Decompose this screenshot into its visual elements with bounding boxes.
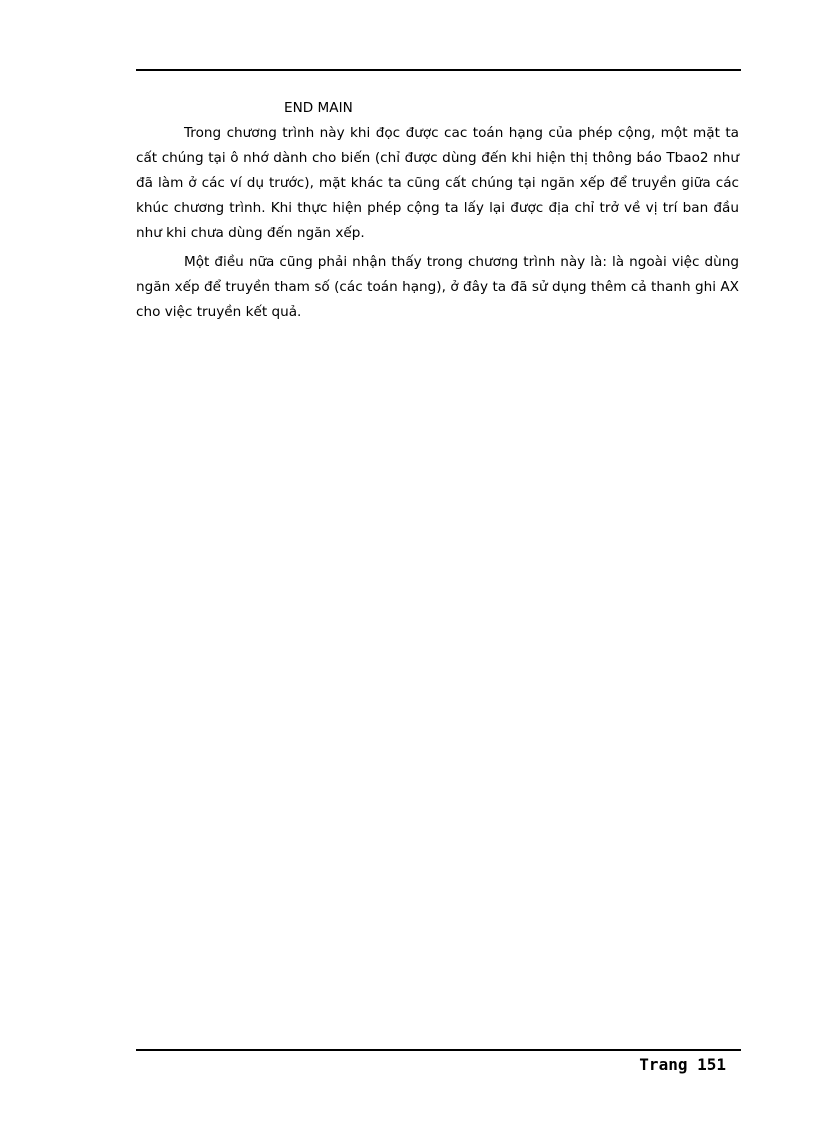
page-body (136, 96, 739, 325)
page-number: Trang 151 (639, 1055, 726, 1074)
footer-rule (136, 1049, 741, 1051)
header-rule (136, 69, 741, 71)
code-end-main: END MAIN (284, 100, 353, 116)
paragraph-2: Một điều nữa cũng phải nhận thấy trong chương trình này là: là ngoài việc dùng ngăn xếp để truyền tham số (các toán hạng), ở đây ta đã sử dụng thêm cả thanh ghi AX cho việc truyền kết quả. (136, 254, 739, 320)
paragraph-1: Trong chương trình này khi đọc được cac toán hạng của phép cộng, một mặt ta cất chúng tại ô nhớ dành cho biến (chỉ được dùng đến khi hiện thị thông báo Tbao2 như đã làm ở các ví dụ trước), mặt khác ta cũng cất chúng tại ngăn xếp để truyền giữa các khúc chương trình. Khi thực hiện phép cộng ta lấy lại được địa chỉ trở về vị trí ban đầu như khi chưa dùng đến ngăn xếp. (136, 125, 739, 241)
